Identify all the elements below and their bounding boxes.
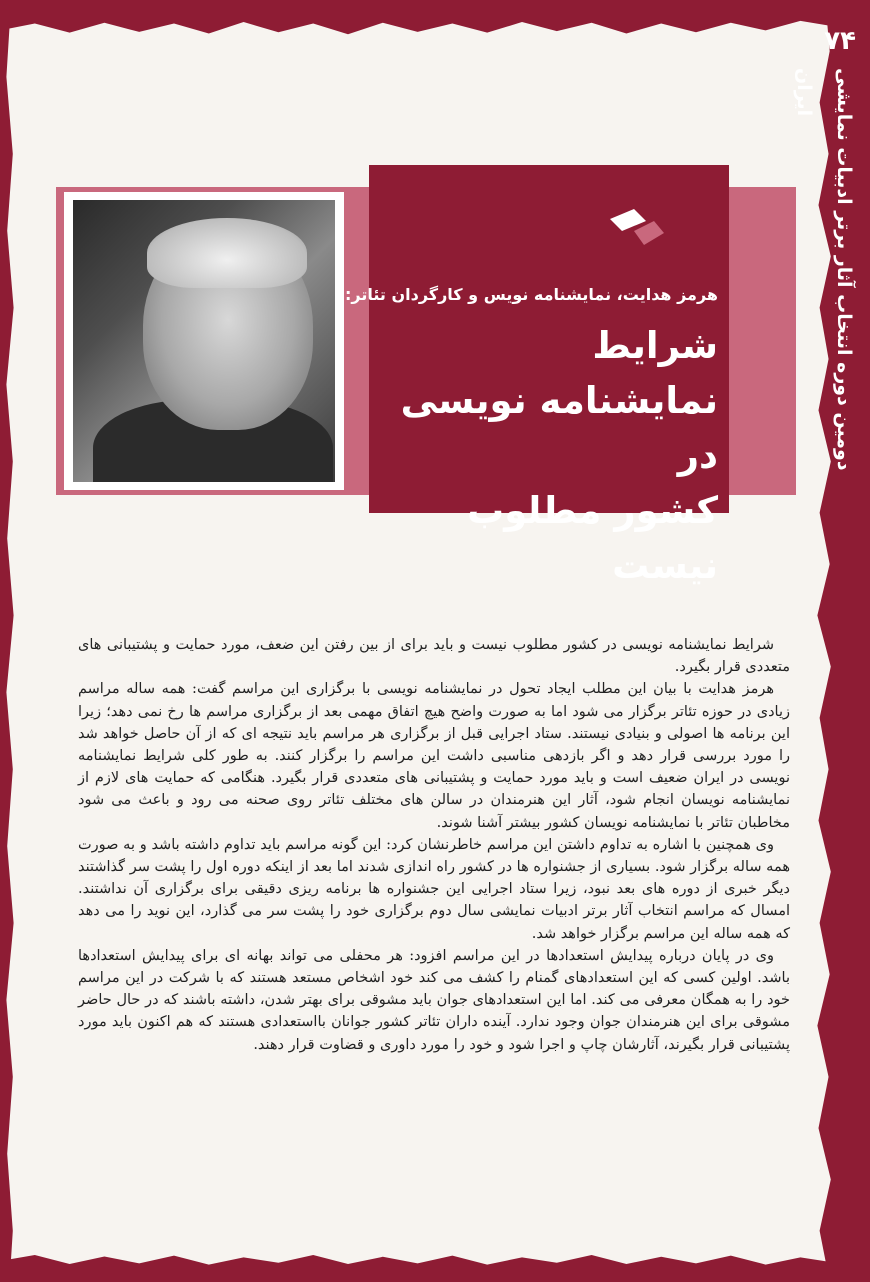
article-paragraph: وی در پایان درباره پیدایش استعدادها در این مراسم افزود: هر محفلی می تواند بهانه ای برای پیدایش استعدادها باشد. اولین کسی که این استعدادهای گمنام را کشف می کند خود اشخاص مستعد هستند که با شرکت در این مراسم خود را به همگان معرفی می کند. اما این استعدادهای جوان باید مشوقی برای بهتر شدن، داشته باشند که در حال حاضر مشوقی برای این هنرمندان جوان وجود ندارد. آینده داران تئاتر کشور جوانان بااستعدادی هستند که هم اکنون باید مورد پشتیبانی قرار بگیرند، آثارشان چاپ و اجرا شود و خود را مورد داوری و قضاوت قرار دهند. [78, 947, 790, 1053]
torn-border-left [0, 0, 16, 1282]
portrait-photo [73, 200, 335, 482]
article-paragraph: وی همچنین با اشاره به تداوم داشتن این مراسم خاطرنشان کرد: این گونه مراسم باید تداوم داشته باشد و به صورت همه ساله برگزار شود. بسیاری از جشنواره ها در کشور راه اندازی شدند اما بعد از اینکه دوره اول را پشت سر گذاشتند دیگر خبری از دوره های بعد نبود، زیرا ستاد اجرایی این جشنواره ها برنامه ریزی دقیقی برای برگزاری آن نداشتند. امسال که مراسم انتخاب آثار برتر ادبیات نمایشی سال دوم برگزاری خود را پشت سر می گذارد، این نوید را می دهد که همه ساله این مراسم برگزار خواهد شد. [78, 836, 790, 942]
article-headline [376, 318, 718, 593]
torn-border-top [0, 0, 870, 38]
headline-line: کشور مطلوب نیست [467, 489, 718, 587]
headline-line: نمایشنامه نویسی در [400, 379, 718, 477]
page-number: ۷۴ [824, 26, 856, 56]
torn-border-bottom [0, 1252, 870, 1282]
headline-line: شرایط [592, 324, 718, 367]
article-paragraph: شرایط نمایشنامه نویسی در کشور مطلوب نیست و باید برای از بین رفتن این ضعف، مورد حمایت و پشتیبانی های متعددی قرار بگیرد. [78, 637, 790, 676]
article-paragraph: هرمز هدایت با بیان این مطلب ایجاد تحول در نمایشنامه نویسی با برگزاری این مراسم گفت: همه ساله مراسم زیادی در حوزه تئاتر برگزار می شود اما به صورت واضح هیچ اتفاق مهمی بعد از برگزاری مراسم ها رخ نمی دهد؛ زیرا این برنامه ها اصولی و بنیادی نیستند. ستاد اجرایی قبل از برگزاری هر مراسم باید نتیجه ای که از آن حاصل خواهد شد را مورد بررسی قرار دهد و اگر بازدهی مناسبی داشت این مراسم را برگزار کنند. به طور کلی شرایط نمایشنامه نویسی در ایران ضعیف است و باید مورد حمایت و پشتیبانی های متعددی قرار بگیرد. هنگامی که حمایت های لازم از نمایشنامه نویسان انجام شود، آثار این هنرمندان در سالن های مختلف تئاتر روی صحنه می رود و باعث می شود مخاطبان تئاتر با نمایشنامه نویسان کشور بیشتر آشنا شوند. [78, 681, 790, 831]
article-subtitle: هرمز هدایت، نمایشنامه نویس و کارگردان تئاتر: [345, 285, 718, 304]
article-body [78, 634, 790, 1056]
running-title: دومین دوره انتخاب آثار برتر ادبیات نمایشی ایران [793, 68, 855, 471]
portrait-hair [147, 218, 307, 288]
diamond-decoration-icon [606, 205, 666, 249]
